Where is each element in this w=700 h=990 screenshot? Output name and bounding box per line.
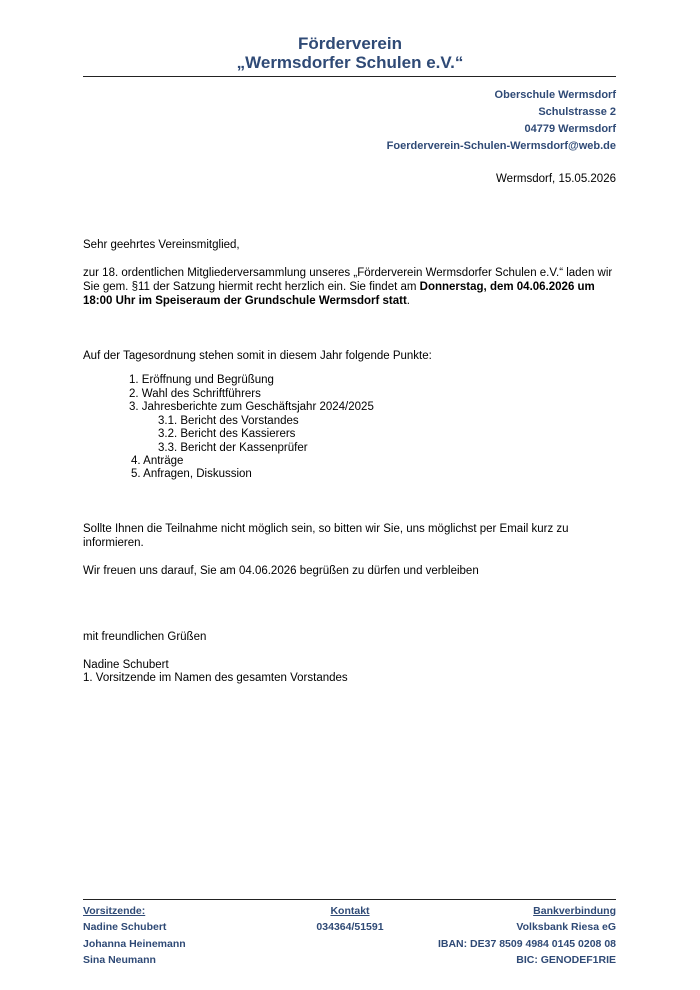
header-title-line2: „Wermsdorfer Schulen e.V.“: [236, 53, 464, 72]
agenda-item: 4. Anträge: [131, 455, 184, 467]
footer-board-member: Johanna Heinemann: [83, 938, 186, 950]
footer-contact-label-text: Kontakt: [330, 905, 370, 917]
salutation: Sehr geehrtes Vereinsmitglied,: [83, 239, 240, 251]
signature-name: Nadine Schubert: [83, 659, 169, 671]
intro-paragraph: [83, 266, 623, 308]
agenda-subitem: 3.3. Bericht der Kassenprüfer: [158, 442, 308, 454]
footer-bank-label: Bankverbindung: [533, 905, 616, 917]
looking-forward: Wir freuen uns darauf, Sie am 04.06.2026 begrüßen zu dürfen und verbleiben: [83, 565, 479, 577]
intro-text: zur 18. ordentlichen Mitgliederversammlung unseres „Förderverein Wermsdorfer Schulen e.V.“ laden wir Sie gem. §11 der Satzung hiermit recht herzlich ein. Sie findet am: [83, 267, 613, 293]
footer-divider: [83, 899, 616, 900]
address-city: 04779 Wermsdorf: [524, 123, 616, 135]
footer-board-label: Vorsitzende:: [83, 905, 146, 917]
agenda-item: 1. Eröffnung und Begrüßung: [129, 374, 274, 386]
signature-role: 1. Vorsitzende im Namen des gesamten Vorstandes: [83, 672, 348, 684]
footer-iban: IBAN: DE37 8509 4984 0145 0208 08: [437, 938, 616, 950]
intro-meeting-details: Donnerstag, dem 04.06.2026 um 18:00 Uhr im Speiseraum der Grundschule Wermsdorf statt: [83, 281, 595, 307]
footer-bic: BIC: GENODEF1RIE: [516, 954, 616, 966]
footer-phone: 034364/51591: [316, 921, 384, 933]
intro-end: .: [406, 295, 410, 307]
footer-bank-name: Volksbank Riesa eG: [516, 921, 616, 933]
participation-note: Sollte Ihnen die Teilnahme nicht möglich sein, so bitten wir Sie, uns möglichst per Email kurz zu informieren.: [83, 523, 569, 549]
header-title-line1: Förderverein: [298, 34, 402, 53]
agenda-subitem: 3.2. Bericht des Kassierers: [158, 428, 296, 440]
header-divider: [83, 76, 616, 77]
footer-board-member: Nadine Schubert: [83, 921, 167, 933]
closing: mit freundlichen Grüßen: [83, 631, 207, 643]
agenda-item: 2. Wahl des Schriftführers: [129, 388, 261, 400]
address-school: Oberschule Wermsdorf: [494, 89, 616, 101]
agenda-subitem: 3.1. Bericht des Vorstandes: [158, 415, 299, 427]
footer-board-member: Sina Neumann: [83, 954, 156, 966]
agenda-intro: Auf der Tagesordnung stehen somit in diesem Jahr folgende Punkte:: [83, 350, 432, 362]
agenda-item: 3. Jahresberichte zum Geschäftsjahr 2024/2025: [129, 401, 374, 413]
address-email[interactable]: Foerderverein-Schulen-Wermsdorf@web.de: [386, 140, 616, 152]
letter-date: Wermsdorf, 15.05.2026: [496, 173, 616, 185]
agenda-item: 5. Anfragen, Diskussion: [131, 468, 252, 480]
address-street: Schulstrasse 2: [538, 106, 616, 118]
